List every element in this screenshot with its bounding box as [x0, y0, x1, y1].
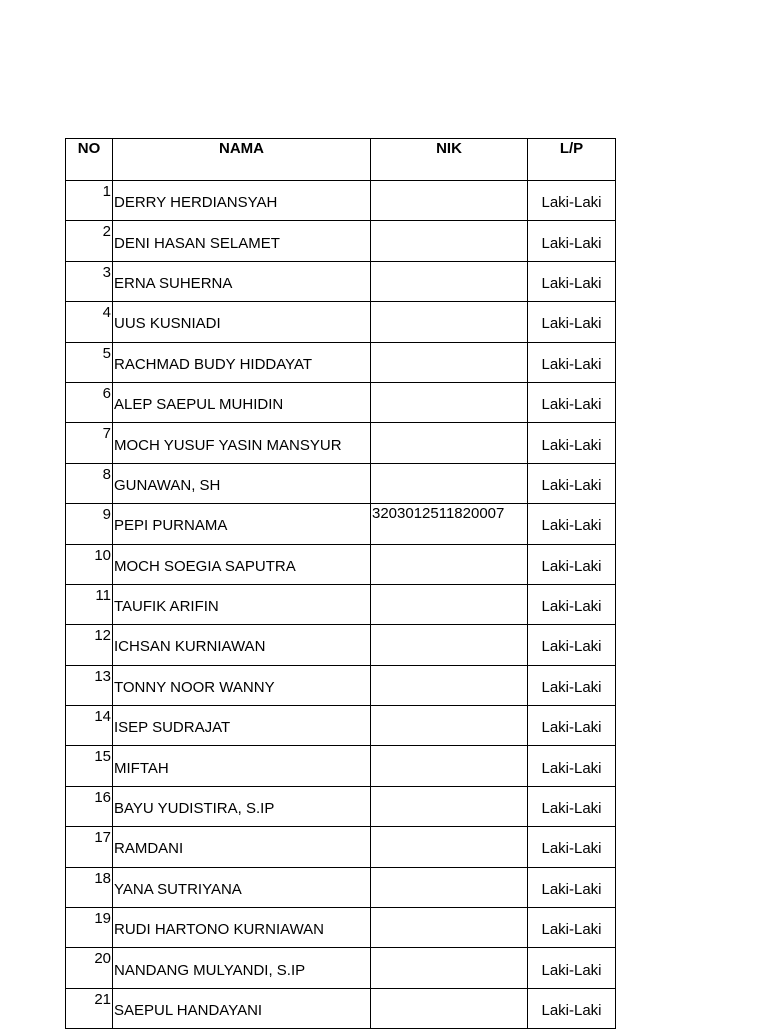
cell-nik: [371, 746, 528, 786]
cell-nama: BAYU YUDISTIRA, S.IP: [113, 786, 371, 826]
cell-lp: Laki-Laki: [528, 665, 616, 705]
cell-no: 20: [66, 948, 113, 988]
cell-no: 17: [66, 827, 113, 867]
cell-nama: ICHSAN KURNIAWAN: [113, 625, 371, 665]
cell-lp: Laki-Laki: [528, 625, 616, 665]
cell-nik: [371, 584, 528, 624]
table-row: [66, 221, 616, 261]
table-row: [66, 908, 616, 948]
table-row: [66, 706, 616, 746]
cell-nik: [371, 382, 528, 422]
header-nik: NIK: [371, 139, 528, 181]
table-row: [66, 302, 616, 342]
header-nama: NAMA: [113, 139, 371, 181]
table-row: [66, 746, 616, 786]
cell-nama: TONNY NOOR WANNY: [113, 665, 371, 705]
table-row: [66, 544, 616, 584]
cell-nama: SAEPUL HANDAYANI: [113, 988, 371, 1028]
cell-nik: [371, 342, 528, 382]
cell-nama: MIFTAH: [113, 746, 371, 786]
cell-nik: [371, 786, 528, 826]
cell-nik: [371, 827, 528, 867]
table-row: [66, 261, 616, 301]
cell-nama: UUS KUSNIADI: [113, 302, 371, 342]
cell-nama: GUNAWAN, SH: [113, 463, 371, 503]
cell-no: 2: [66, 221, 113, 261]
cell-no: 1: [66, 181, 113, 221]
cell-nik: [371, 181, 528, 221]
table-row: [66, 625, 616, 665]
cell-nik: [371, 908, 528, 948]
cell-lp: Laki-Laki: [528, 221, 616, 261]
cell-no: 9: [66, 504, 113, 544]
cell-lp: Laki-Laki: [528, 342, 616, 382]
cell-nama: DENI HASAN SELAMET: [113, 221, 371, 261]
cell-no: 18: [66, 867, 113, 907]
cell-no: 13: [66, 665, 113, 705]
cell-nik: [371, 867, 528, 907]
cell-no: 16: [66, 786, 113, 826]
cell-nama: ISEP SUDRAJAT: [113, 706, 371, 746]
table-row: [66, 181, 616, 221]
member-table: [65, 138, 616, 1029]
table-body: [66, 181, 616, 1029]
table-row: [66, 423, 616, 463]
table-row: [66, 665, 616, 705]
cell-no: 3: [66, 261, 113, 301]
cell-nama: ERNA SUHERNA: [113, 261, 371, 301]
cell-nik: [371, 261, 528, 301]
cell-nama: DERRY HERDIANSYAH: [113, 181, 371, 221]
cell-lp: Laki-Laki: [528, 544, 616, 584]
table-row: [66, 786, 616, 826]
table-row: [66, 867, 616, 907]
cell-nik: [371, 463, 528, 503]
cell-no: 14: [66, 706, 113, 746]
cell-nik: [371, 625, 528, 665]
cell-nik: 3203012511820007: [371, 504, 528, 544]
cell-nama: MOCH YUSUF YASIN MANSYUR: [113, 423, 371, 463]
cell-lp: Laki-Laki: [528, 988, 616, 1028]
cell-lp: Laki-Laki: [528, 908, 616, 948]
cell-nama: RAMDANI: [113, 827, 371, 867]
cell-nik: [371, 221, 528, 261]
cell-no: 7: [66, 423, 113, 463]
cell-lp: Laki-Laki: [528, 948, 616, 988]
cell-no: 15: [66, 746, 113, 786]
cell-nik: [371, 665, 528, 705]
cell-lp: Laki-Laki: [528, 746, 616, 786]
cell-no: 8: [66, 463, 113, 503]
cell-lp: Laki-Laki: [528, 827, 616, 867]
cell-lp: Laki-Laki: [528, 504, 616, 544]
cell-lp: Laki-Laki: [528, 867, 616, 907]
cell-nik: [371, 948, 528, 988]
cell-no: 11: [66, 584, 113, 624]
cell-nama: YANA SUTRIYANA: [113, 867, 371, 907]
table-row: [66, 827, 616, 867]
cell-nik: [371, 988, 528, 1028]
header-row: [66, 139, 616, 181]
cell-nik: [371, 423, 528, 463]
cell-no: 21: [66, 988, 113, 1028]
cell-lp: Laki-Laki: [528, 786, 616, 826]
cell-nama: RACHMAD BUDY HIDDAYAT: [113, 342, 371, 382]
cell-nama: NANDANG MULYANDI, S.IP: [113, 948, 371, 988]
table-row: [66, 584, 616, 624]
cell-no: 5: [66, 342, 113, 382]
header-no: NO: [66, 139, 113, 181]
cell-no: 12: [66, 625, 113, 665]
table-row: [66, 342, 616, 382]
cell-lp: Laki-Laki: [528, 302, 616, 342]
cell-nik: [371, 302, 528, 342]
cell-lp: Laki-Laki: [528, 584, 616, 624]
cell-lp: Laki-Laki: [528, 261, 616, 301]
cell-no: 6: [66, 382, 113, 422]
cell-no: 10: [66, 544, 113, 584]
cell-lp: Laki-Laki: [528, 463, 616, 503]
cell-nik: [371, 544, 528, 584]
cell-lp: Laki-Laki: [528, 181, 616, 221]
table-row: [66, 988, 616, 1028]
cell-nama: PEPI PURNAMA: [113, 504, 371, 544]
cell-nama: TAUFIK ARIFIN: [113, 584, 371, 624]
cell-nik: [371, 706, 528, 746]
table-row: [66, 382, 616, 422]
cell-nama: RUDI HARTONO KURNIAWAN: [113, 908, 371, 948]
cell-lp: Laki-Laki: [528, 423, 616, 463]
cell-nama: MOCH SOEGIA SAPUTRA: [113, 544, 371, 584]
table-row: [66, 463, 616, 503]
cell-no: 19: [66, 908, 113, 948]
header-lp: L/P: [528, 139, 616, 181]
cell-lp: Laki-Laki: [528, 706, 616, 746]
cell-no: 4: [66, 302, 113, 342]
cell-lp: Laki-Laki: [528, 382, 616, 422]
table-row: [66, 504, 616, 544]
table-row: [66, 948, 616, 988]
cell-nama: ALEP SAEPUL MUHIDIN: [113, 382, 371, 422]
